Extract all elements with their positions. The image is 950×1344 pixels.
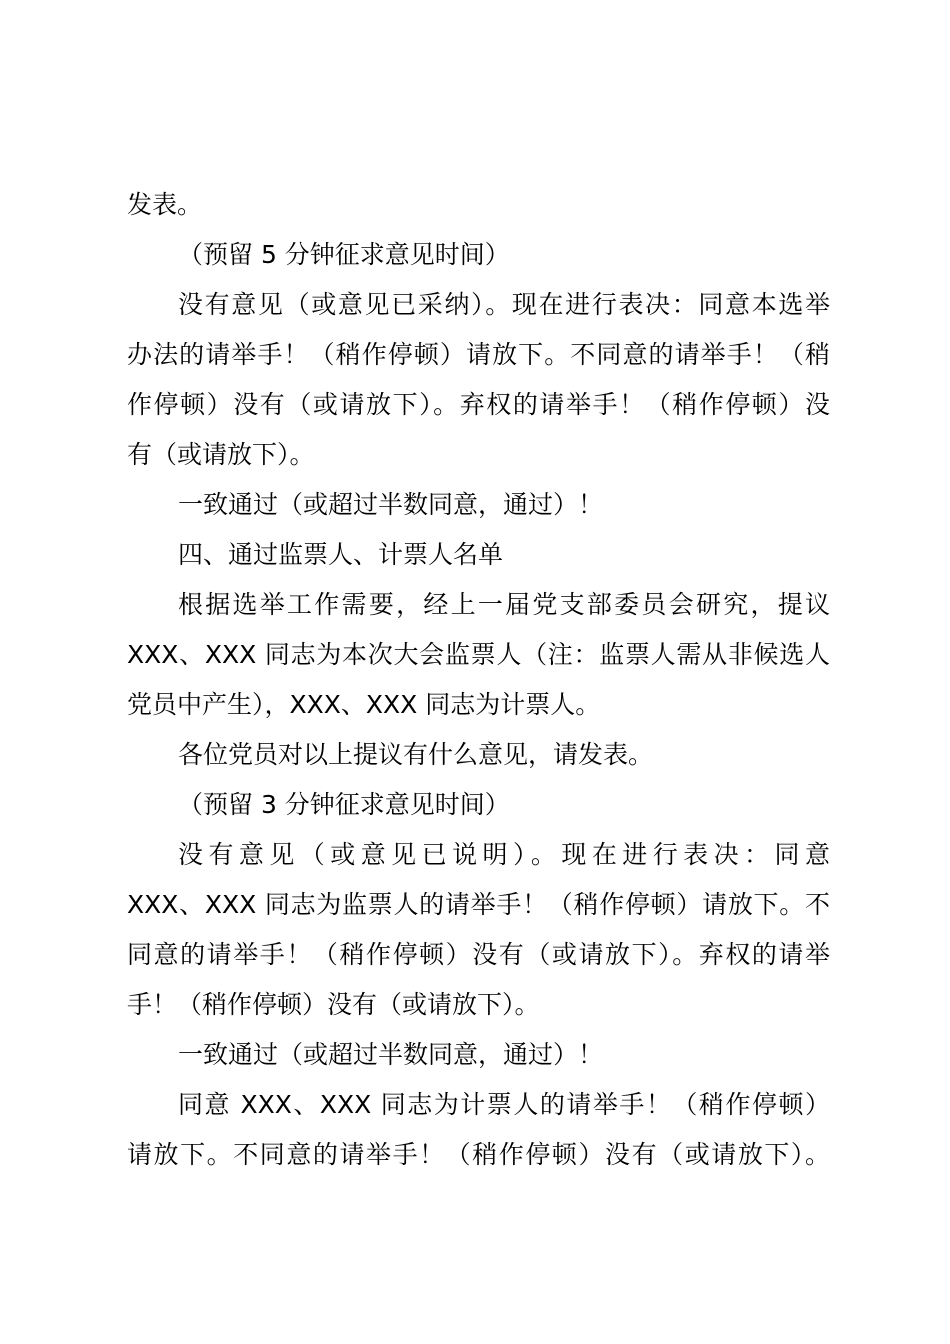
text-line: 各位党员对以上提议有什么意见，请发表。 [178, 740, 654, 769]
text-line: 有（或请放下）。 [127, 440, 315, 469]
text-line: （预留 3 分钟征求意见时间） [178, 790, 510, 819]
text-line: 同意的请举手！（稍作停顿）没有（或请放下）。弃权的请举 [127, 940, 830, 969]
text-line: XXX、XXX 同志为本次大会监票人（注：监票人需从非候选人 [127, 640, 830, 669]
text-line: 根据选举工作需要，经上一届党支部委员会研究，提议 [178, 590, 830, 619]
text-line: 一致通过（或超过半数同意，通过）！ [178, 1040, 604, 1069]
text-line: 一致通过（或超过半数同意，通过）！ [178, 490, 604, 519]
text-line: 办法的请举手！（稍作停顿）请放下。不同意的请举手！（稍 [127, 340, 830, 369]
text-line: （预留 5 分钟征求意见时间） [178, 240, 510, 269]
text-line: 请放下。不同意的请举手！（稍作停顿）没有（或请放下）。 [127, 1140, 830, 1169]
text-line: 手！（稍作停顿）没有（或请放下）。 [127, 990, 540, 1019]
text-line: 作停顿）没有（或请放下）。弃权的请举手！（稍作停顿）没 [127, 390, 830, 419]
section-heading: 四、通过监票人、计票人名单 [178, 540, 504, 569]
text-line: 没有意见（或意见已说明）。现在进行表决：同意 [178, 840, 830, 869]
text-line: 党员中产生），XXX、XXX 同志为计票人。 [127, 690, 601, 719]
text-line: 同意 XXX、XXX 同志为计票人的请举手！（稍作停顿） [178, 1090, 830, 1119]
text-line: XXX、XXX 同志为监票人的请举手！（稍作停顿）请放下。不 [127, 890, 830, 919]
text-line: 发表。 [127, 190, 203, 219]
text-line: 没有意见（或意见已采纳）。现在进行表决：同意本选举 [178, 290, 830, 319]
